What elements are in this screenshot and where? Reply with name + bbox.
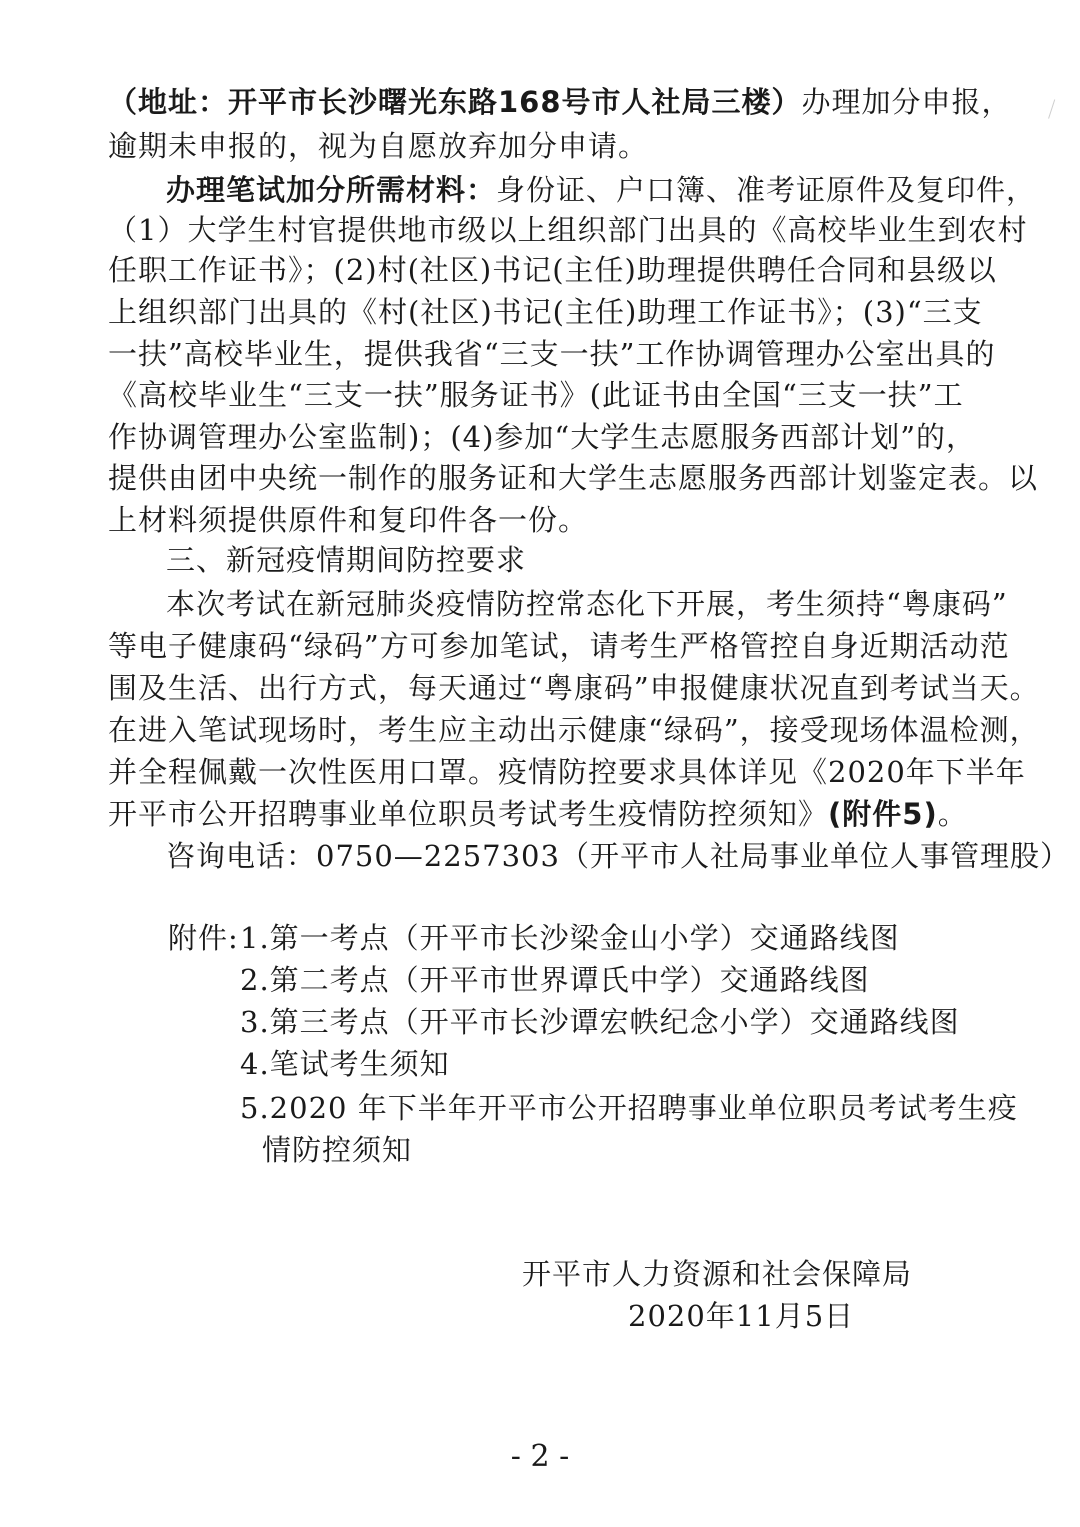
materials-line-5: 《高校毕业生“三支一扶”服务证书》(此证书由全国“三支一扶”工 [108, 378, 964, 412]
signature-date: 2020年11月5日 [628, 1299, 855, 1333]
attachment-item-5: 5.2020 年下半年开平市公开招聘事业单位职员考试考生疫 [240, 1091, 1018, 1125]
section-3-line-4: 在进入笔试现场时，考生应主动出示健康“绿码”，接受现场体温检测， [108, 713, 1040, 747]
materials-lead-rest: 身份证、户口簿、准考证原件及复印件， [496, 173, 1037, 207]
attachment-item-4: 4.笔试考生须知 [240, 1047, 450, 1081]
materials-line-1: （1）大学生村官提供地市级以上组织部门出具的《高校毕业生到农村 [108, 213, 1028, 247]
contact-phone-line: 咨询电话：0750—2257303（开平市人社局事业单位人事管理股） [166, 839, 1070, 873]
page-number: - 2 - [510, 1439, 570, 1474]
section-3-line-1: 本次考试在新冠肺炎疫情防控常态化下开展，考生须持“粤康码” [166, 587, 1008, 621]
section-3-line-2: 等电子健康码“绿码”方可参加笔试，请考生严格管控自身近期活动范 [108, 629, 1010, 663]
materials-lead-bold: 办理笔试加分所需材料： [166, 173, 497, 207]
materials-line-4: 一扶”高校毕业生，提供我省“三支一扶”工作协调管理办公室出具的 [108, 337, 996, 371]
materials-line-6: 作协调管理办公室监制)；(4)参加“大学生志愿服务西部计划”的， [108, 420, 977, 454]
attachment-item-3: 3.第三考点（开平市长沙谭宏帙纪念小学）交通路线图 [240, 1005, 960, 1039]
signature-organization: 开平市人力资源和社会保障局 [522, 1257, 913, 1291]
section-3-line-5: 并全程佩戴一次性医用口罩。疫情防控要求具体详见《2020年下半年 [108, 755, 1026, 789]
address-rest-text: 办理加分申报， [801, 85, 1012, 119]
address-bold-text: （地址：开平市长沙曙光东路168号市人社局三楼） [108, 85, 802, 119]
scan-mark [1048, 99, 1061, 120]
section-3-line-6 [108, 794, 998, 834]
paragraph-1-line-2: 逾期未申报的，视为自愿放弃加分申请。 [108, 129, 649, 163]
attachment-item-2: 2.第二考点（开平市世界谭氏中学）交通路线图 [240, 963, 870, 997]
attachment-item-5-continued: 情防控须知 [262, 1133, 413, 1167]
section-3-line-6-text: 开平市公开招聘事业单位职员考试考生疫情防控须知》 [108, 797, 829, 831]
materials-line-8: 上材料须提供原件和复印件各一份。 [108, 503, 589, 537]
section-3-line-6-end: 。 [937, 797, 968, 831]
attachment-item-1: 1.第一考点（开平市长沙梁金山小学）交通路线图 [240, 921, 900, 955]
attachment-label: 附件: [168, 921, 239, 955]
paragraph-1-line-1 [108, 82, 1012, 122]
materials-line-3: 上组织部门出具的《村(社区)书记(主任)助理工作证书》；(3)“三支 [108, 295, 983, 329]
section-3-line-3: 围及生活、出行方式，每天通过“粤康码”申报健康状况直到考试当天。 [108, 671, 1040, 705]
materials-line-7: 提供由团中央统一制作的服务证和大学生志愿服务西部计划鉴定表。以 [108, 461, 1039, 495]
materials-lead-line [166, 170, 1056, 210]
materials-line-2: 任职工作证书》；(2)村(社区)书记(主任)助理提供聘任合同和县级以 [108, 253, 997, 287]
attachment-5-reference: (附件5) [828, 797, 938, 831]
section-3-heading: 三、新冠疫情期间防控要求 [166, 543, 527, 577]
